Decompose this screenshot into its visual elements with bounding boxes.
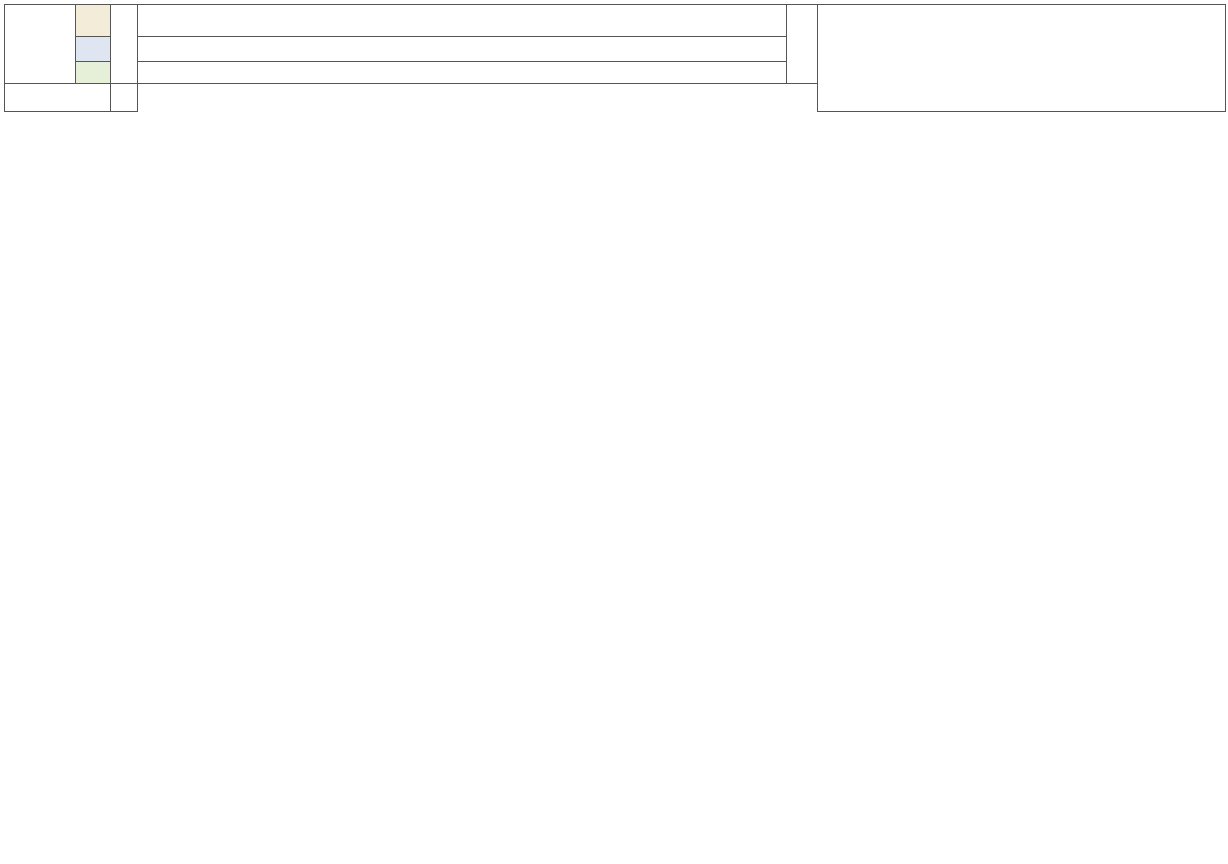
- header-line-2: [137, 37, 786, 62]
- target-number-label: [110, 5, 137, 84]
- unit-2-label: [75, 37, 110, 62]
- round-label: [5, 5, 76, 84]
- unit-3-label: [75, 62, 110, 84]
- header-table: [4, 4, 1226, 112]
- header-line-3: [137, 62, 786, 84]
- slogan-panel: [817, 5, 1225, 112]
- header-line-1: [137, 5, 786, 37]
- win-status-label: [786, 5, 817, 84]
- unit-1-label: [75, 5, 110, 37]
